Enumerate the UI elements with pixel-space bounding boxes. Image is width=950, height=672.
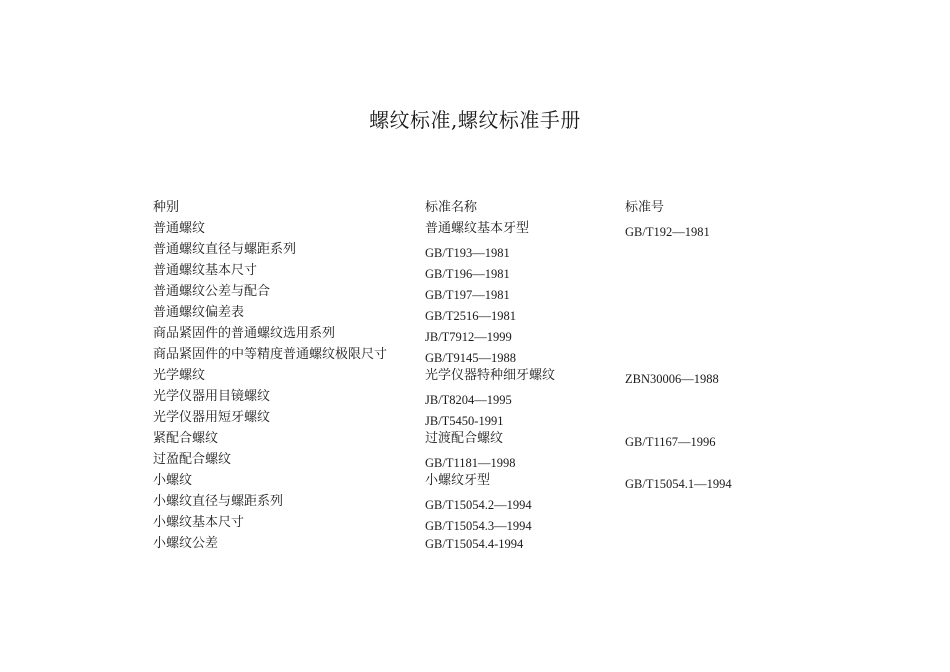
page-title: 螺纹标准,螺纹标准手册 bbox=[369, 108, 581, 132]
standard-number-cell: GB/T1181—1998 bbox=[425, 456, 516, 470]
category-cell: 普通螺纹公差与配合 bbox=[153, 284, 271, 299]
category-cell: 商品紧固件的普通螺纹选用系列 bbox=[153, 326, 336, 341]
category-cell: 小螺纹基本尺寸 bbox=[153, 515, 245, 530]
standard-number-cell: GB/T15054.2—1994 bbox=[425, 498, 532, 512]
standard-name-cell: 光学仪器特种细牙螺纹 bbox=[425, 368, 556, 383]
standard-number-cell: ZBN30006—1988 bbox=[625, 372, 719, 386]
standard-number-cell: GB/T9145—1988 bbox=[425, 351, 516, 365]
standard-number-cell: GB/T1167—1996 bbox=[625, 435, 716, 449]
category-cell: 普通螺纹偏差表 bbox=[153, 305, 245, 320]
category-cell: 普通螺纹直径与螺距系列 bbox=[153, 242, 297, 257]
standard-name-cell: 过渡配合螺纹 bbox=[425, 431, 504, 446]
standard-name-cell: 普通螺纹基本牙型 bbox=[425, 221, 530, 236]
standard-number-cell: GB/T15054.1—1994 bbox=[625, 477, 732, 491]
category-cell: 紧配合螺纹 bbox=[153, 431, 219, 446]
category-cell: 光学螺纹 bbox=[153, 368, 206, 383]
header-standard-number: 标准号 bbox=[625, 200, 665, 215]
standard-number-cell: GB/T2516—1981 bbox=[425, 309, 516, 323]
standard-number-cell: GB/T192—1981 bbox=[625, 225, 710, 239]
category-cell: 普通螺纹 bbox=[153, 221, 206, 236]
header-category: 种别 bbox=[153, 200, 180, 215]
standard-number-cell: JB/T7912—1999 bbox=[425, 330, 512, 344]
standard-number-cell: GB/T15054.4-1994 bbox=[425, 537, 524, 551]
category-cell: 光学仪器用目镜螺纹 bbox=[153, 389, 271, 404]
category-cell: 小螺纹直径与螺距系列 bbox=[153, 494, 284, 509]
standard-number-cell: GB/T15054.3—1994 bbox=[425, 519, 532, 533]
category-cell: 光学仪器用短牙螺纹 bbox=[153, 410, 271, 425]
standard-number-cell: GB/T197—1981 bbox=[425, 288, 510, 302]
standard-number-cell: GB/T196—1981 bbox=[425, 267, 510, 281]
standard-number-cell: JB/T5450-1991 bbox=[425, 414, 504, 428]
category-cell: 小螺纹公差 bbox=[153, 536, 219, 551]
standard-number-cell: JB/T8204—1995 bbox=[425, 393, 512, 407]
category-cell: 普通螺纹基本尺寸 bbox=[153, 263, 258, 278]
standard-name-cell: 小螺纹牙型 bbox=[425, 473, 491, 488]
category-cell: 商品紧固件的中等精度普通螺纹极限尺寸 bbox=[153, 347, 388, 362]
header-standard-name: 标准名称 bbox=[425, 200, 478, 215]
standard-number-cell: GB/T193—1981 bbox=[425, 246, 510, 260]
category-cell: 小螺纹 bbox=[153, 473, 193, 488]
category-cell: 过盈配合螺纹 bbox=[153, 452, 232, 467]
